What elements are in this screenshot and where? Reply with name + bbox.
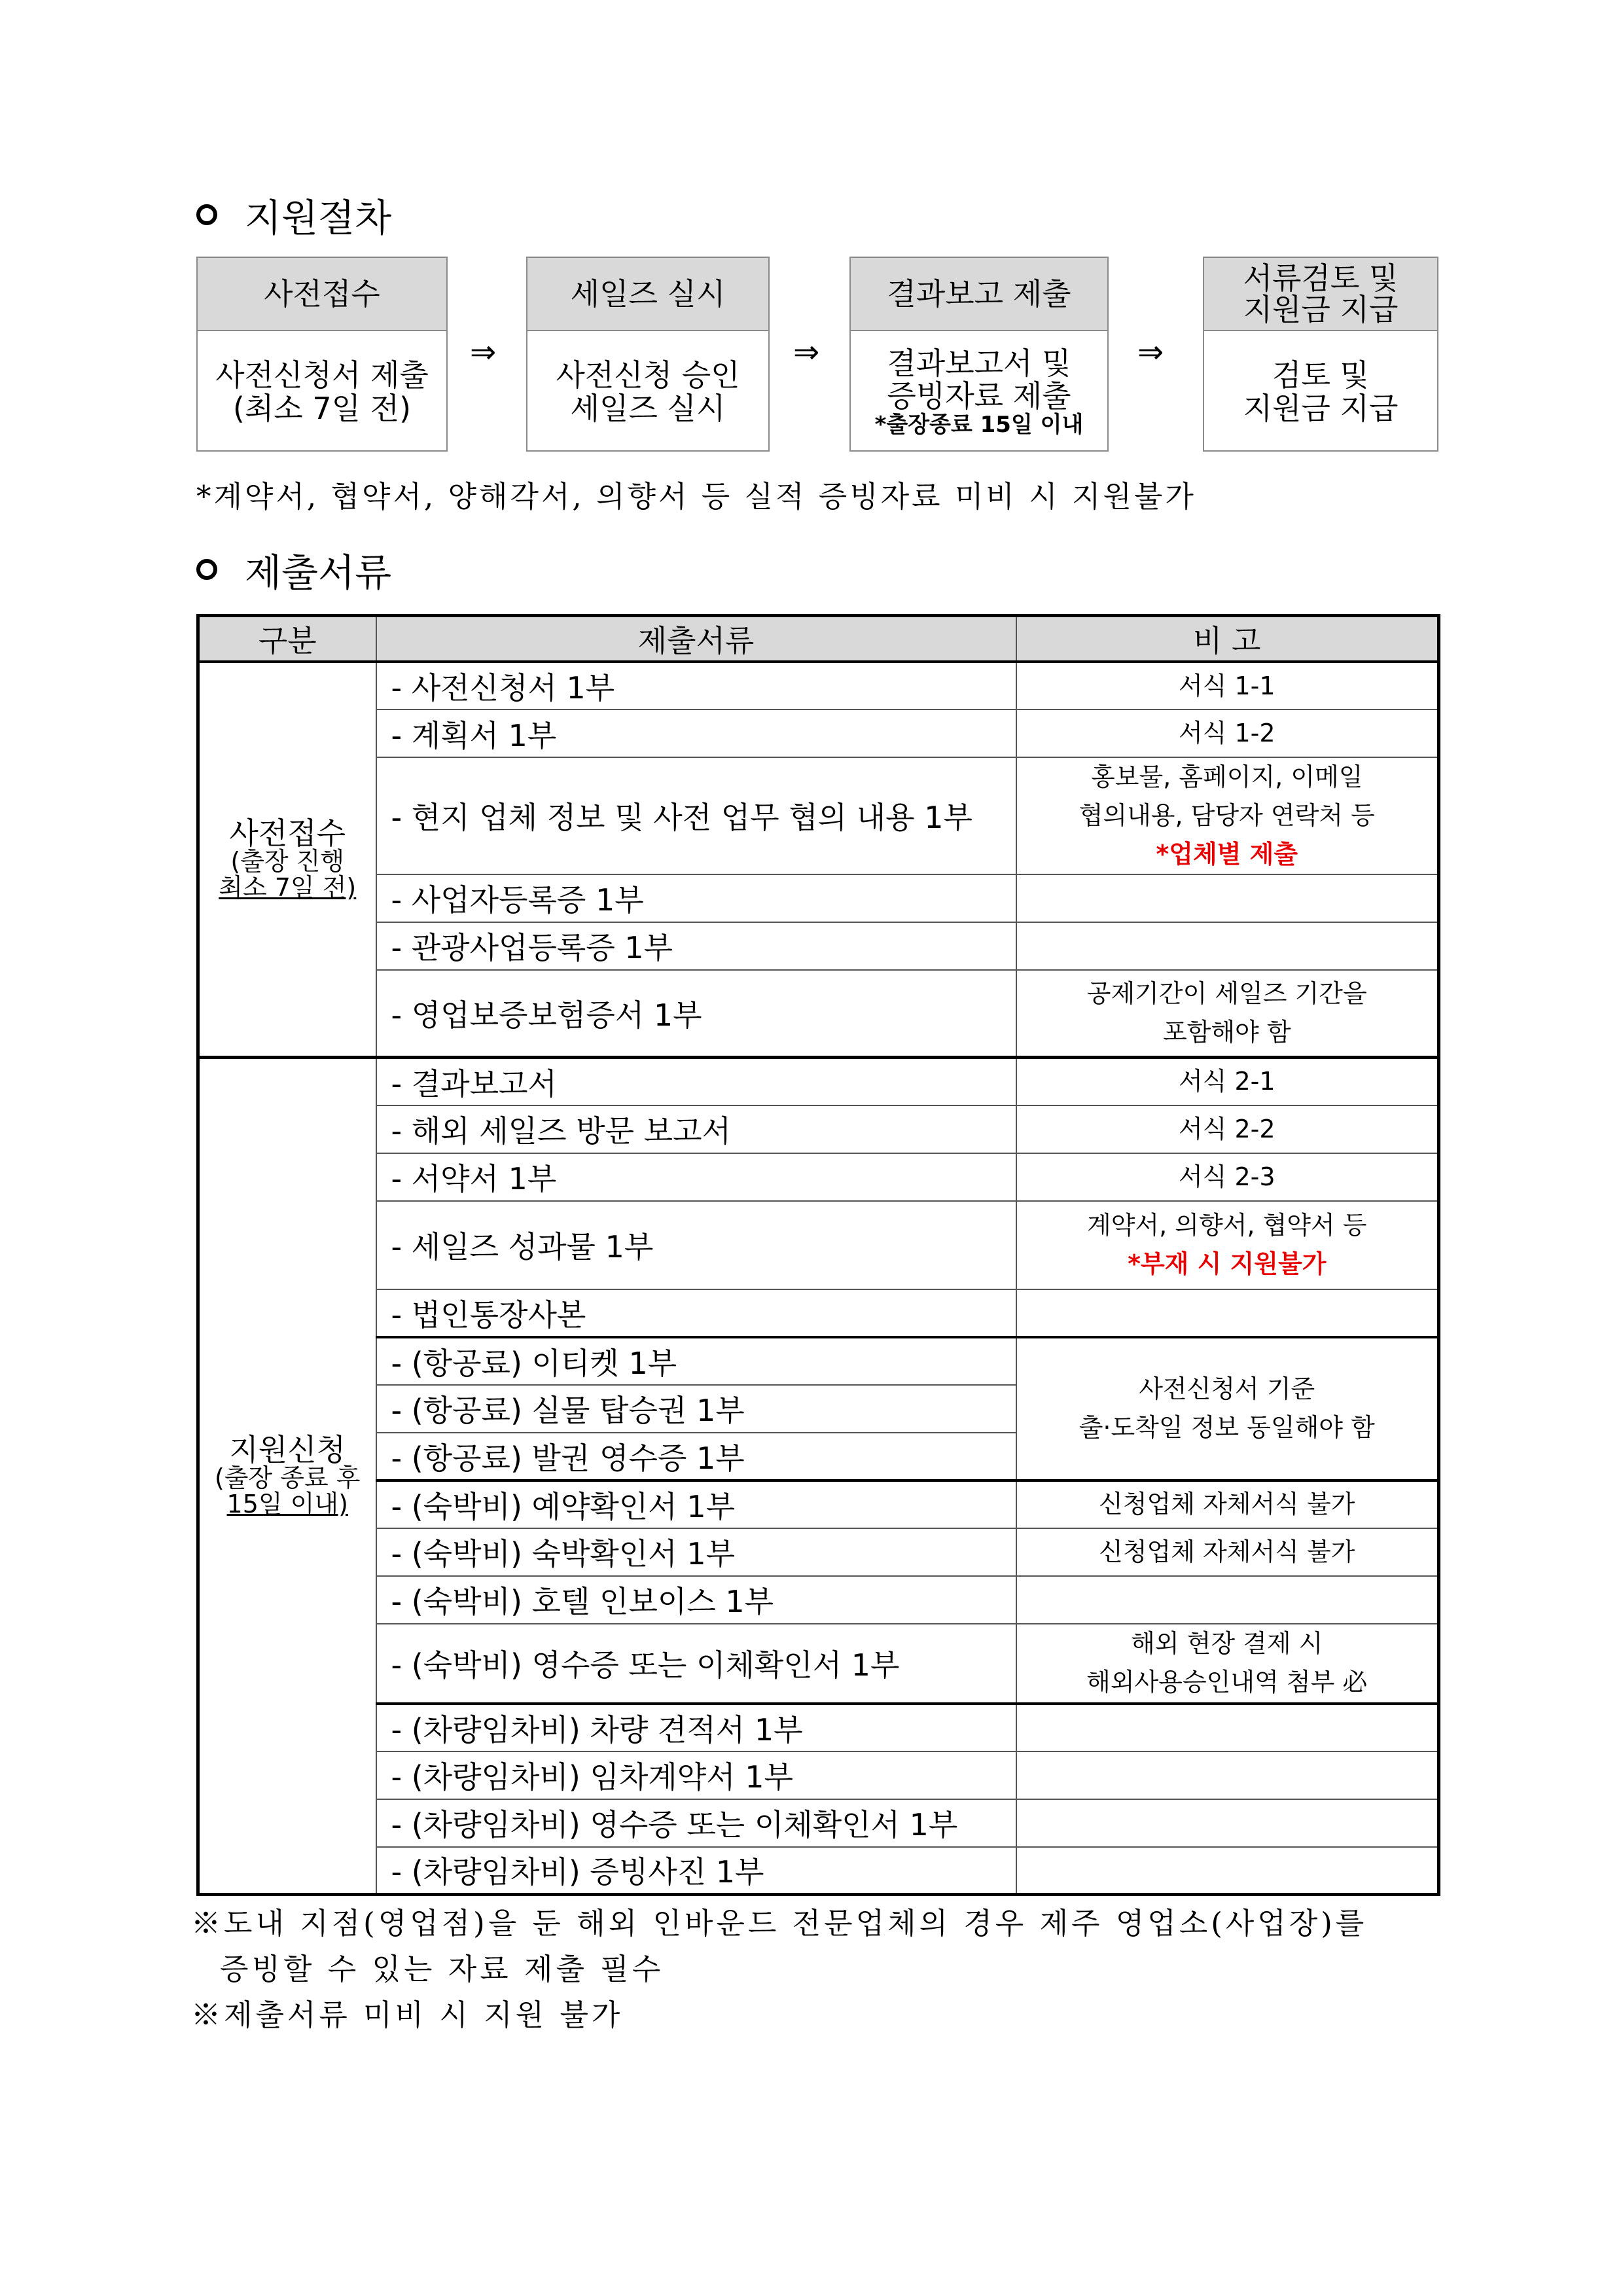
flow-step-title: 서류검토 및 지원금 지급: [1204, 258, 1437, 331]
category-sub-label: 최소 7일 전): [219, 873, 357, 903]
flow-step-text: 사전신청서 제출: [215, 357, 429, 393]
table-row: [198, 1624, 1439, 1704]
flow-step-result-report: [849, 257, 1109, 452]
flow-step-pre-registration: [196, 257, 448, 452]
category-cell-pre-registration: [198, 662, 376, 1058]
column-header-documents: 제출서류: [376, 616, 1016, 662]
category-label: 사전접수: [229, 816, 346, 852]
remark-warning: *부재 시 지원불가: [1128, 1249, 1327, 1279]
flow-step-text: 사전신청 승인: [556, 357, 740, 393]
table-row: [198, 1847, 1439, 1895]
remark-cell: [1016, 1799, 1439, 1847]
document-item: - 계획서 1부: [376, 709, 1016, 757]
table-row: [198, 757, 1439, 874]
document-item: - 결과보고서: [376, 1058, 1016, 1105]
document-item: - (차량임차비) 증빙사진 1부: [376, 1847, 1016, 1895]
table-row: [198, 1058, 1439, 1105]
document-item: - (항공료) 이티켓 1부: [376, 1337, 1016, 1385]
remark-cell: 서식 1-1: [1016, 662, 1439, 709]
table-row: [198, 1799, 1439, 1847]
remark-cell: [1016, 874, 1439, 922]
remark-cell: 서식 1-2: [1016, 709, 1439, 757]
document-item: - (숙박비) 숙박확인서 1부: [376, 1528, 1016, 1576]
right-double-arrow-icon: ⇒: [470, 334, 497, 370]
table-row: [198, 970, 1439, 1058]
document-item: - (숙박비) 영수증 또는 이체확인서 1부: [376, 1624, 1016, 1704]
remark-line: 해외사용승인내역 첨부 必: [1086, 1668, 1368, 1697]
table-row: [198, 1704, 1439, 1751]
document-item: - (차량임차비) 영수증 또는 이체확인서 1부: [376, 1799, 1016, 1847]
right-double-arrow-icon: ⇒: [793, 334, 820, 370]
footnote-missing-documents: ※제출서류 미비 시 지원 불가: [191, 1998, 624, 2032]
remark-cell: [1016, 1289, 1439, 1337]
remark-cell: [1016, 970, 1439, 1058]
table-row: [198, 662, 1439, 709]
table-row: [198, 1576, 1439, 1624]
table-row: [198, 1751, 1439, 1799]
remark-line: 해외 현장 결제 시: [1131, 1629, 1323, 1659]
table-row: [198, 1480, 1439, 1528]
document-item: - 관광사업등록증 1부: [376, 922, 1016, 970]
flow-step-text: 검토 및: [1272, 357, 1369, 393]
table-row: [198, 1528, 1439, 1576]
table-row: [198, 922, 1439, 970]
flow-step-text: 결과보고서 및: [887, 345, 1071, 381]
category-sub-label: (출장 종료 후: [214, 1463, 361, 1493]
document-item: - 사업자등록증 1부: [376, 874, 1016, 922]
footnote-line: ※도내 지점(영업점)을 둔 해외 인바운드 전문업체의 경우 제주 영업소(사업장)를: [191, 1906, 1368, 1941]
remark-cell: [1016, 1624, 1439, 1704]
circle-bullet-icon: [196, 559, 217, 580]
document-item: - (항공료) 실물 탑승권 1부: [376, 1385, 1016, 1433]
remark-cell: [1016, 1576, 1439, 1624]
remark-cell: [1016, 922, 1439, 970]
table-row: [198, 1289, 1439, 1337]
remark-cell: 서식 2-2: [1016, 1105, 1439, 1153]
remark-line: 협의내용, 담당자 연락처 등: [1079, 800, 1375, 830]
footnote-line: 증빙할 수 있는 자료 제출 필수: [220, 1952, 664, 1986]
document-item: - 해외 세일즈 방문 보고서: [376, 1105, 1016, 1153]
table-row: [198, 709, 1439, 757]
documents-table: [196, 614, 1440, 1896]
table-row: [198, 1201, 1439, 1289]
table-row: [198, 1337, 1439, 1385]
remark-cell: 서식 2-1: [1016, 1058, 1439, 1105]
remark-cell: [1016, 1337, 1439, 1480]
flow-step-sales: [526, 257, 770, 452]
document-item: - 법인통장사본: [376, 1289, 1016, 1337]
remark-cell: [1016, 1751, 1439, 1799]
flow-step-text: (최소 7일 전): [232, 391, 412, 426]
remark-cell: [1016, 1847, 1439, 1895]
remark-cell: [1016, 1201, 1439, 1289]
remark-warning: *업체별 제출: [1156, 839, 1298, 869]
remark-cell: 서식 2-3: [1016, 1153, 1439, 1201]
remark-line: 계약서, 의향서, 협약서 등: [1087, 1211, 1367, 1240]
flow-note: *계약서, 협약서, 양해각서, 의향서 등 실적 증빙자료 미비 시 지원불가: [196, 479, 1196, 514]
column-header-category: 구분: [198, 616, 376, 662]
document-item: - 영업보증보험증서 1부: [376, 970, 1016, 1058]
section-title: 지원절차: [245, 196, 392, 240]
right-double-arrow-icon: ⇒: [1137, 334, 1164, 370]
table-row: [198, 1105, 1439, 1153]
flow-step-text: 증빙자료 제출: [887, 378, 1071, 414]
column-header-remarks: 비 고: [1016, 616, 1439, 662]
flow-step-title: 세일즈 실시: [527, 258, 768, 331]
remark-line: 사전신청서 기준: [1139, 1374, 1315, 1404]
remark-line: 포함해야 함: [1162, 1017, 1291, 1047]
category-cell-support-application: [198, 1058, 376, 1895]
flow-step-title: 결과보고 제출: [851, 258, 1107, 331]
document-item: - 세일즈 성과물 1부: [376, 1201, 1016, 1289]
section-title: 제출서류: [245, 550, 392, 595]
document-item: - 사전신청서 1부: [376, 662, 1016, 709]
circle-bullet-icon: [196, 204, 217, 225]
document-item: - (숙박비) 예약확인서 1부: [376, 1480, 1016, 1528]
remark-cell: 신청업체 자체서식 불가: [1016, 1528, 1439, 1576]
document-item: - 서약서 1부: [376, 1153, 1016, 1201]
section-heading-procedure: [196, 187, 391, 242]
category-sub-label: (출장 진행: [230, 847, 345, 876]
remark-cell: [1016, 1704, 1439, 1751]
flow-step-title: 사전접수: [198, 258, 446, 331]
footnote-branch-office: [191, 1901, 1367, 1992]
document-item: - (차량임차비) 차량 견적서 1부: [376, 1704, 1016, 1751]
remark-line: 공제기간이 세일즈 기간을: [1086, 979, 1367, 1009]
table-row: [198, 874, 1439, 922]
flow-step-review-payment: [1203, 257, 1438, 452]
remark-line: 출·도착일 정보 동일해야 함: [1079, 1413, 1375, 1443]
flow-step-text: 세일즈 실시: [570, 391, 726, 426]
flow-step-deadline-note: *출장종료 15일 이내: [874, 411, 1084, 438]
document-item: - (항공료) 발권 영수증 1부: [376, 1433, 1016, 1480]
remark-cell: 신청업체 자체서식 불가: [1016, 1480, 1439, 1528]
document-item: - 현지 업체 정보 및 사전 업무 협의 내용 1부: [376, 757, 1016, 874]
category-label: 지원신청: [229, 1432, 346, 1468]
remark-line: 홍보물, 홈페이지, 이메일: [1091, 762, 1363, 791]
flow-step-text: 지원금 지급: [1243, 391, 1399, 426]
category-sub-label: 15일 이내): [226, 1490, 348, 1519]
document-item: - (차량임차비) 임차계약서 1부: [376, 1751, 1016, 1799]
table-row: [198, 1153, 1439, 1201]
section-heading-documents: [196, 542, 391, 597]
remark-cell: [1016, 757, 1439, 874]
document-item: - (숙박비) 호텔 인보이스 1부: [376, 1576, 1016, 1624]
